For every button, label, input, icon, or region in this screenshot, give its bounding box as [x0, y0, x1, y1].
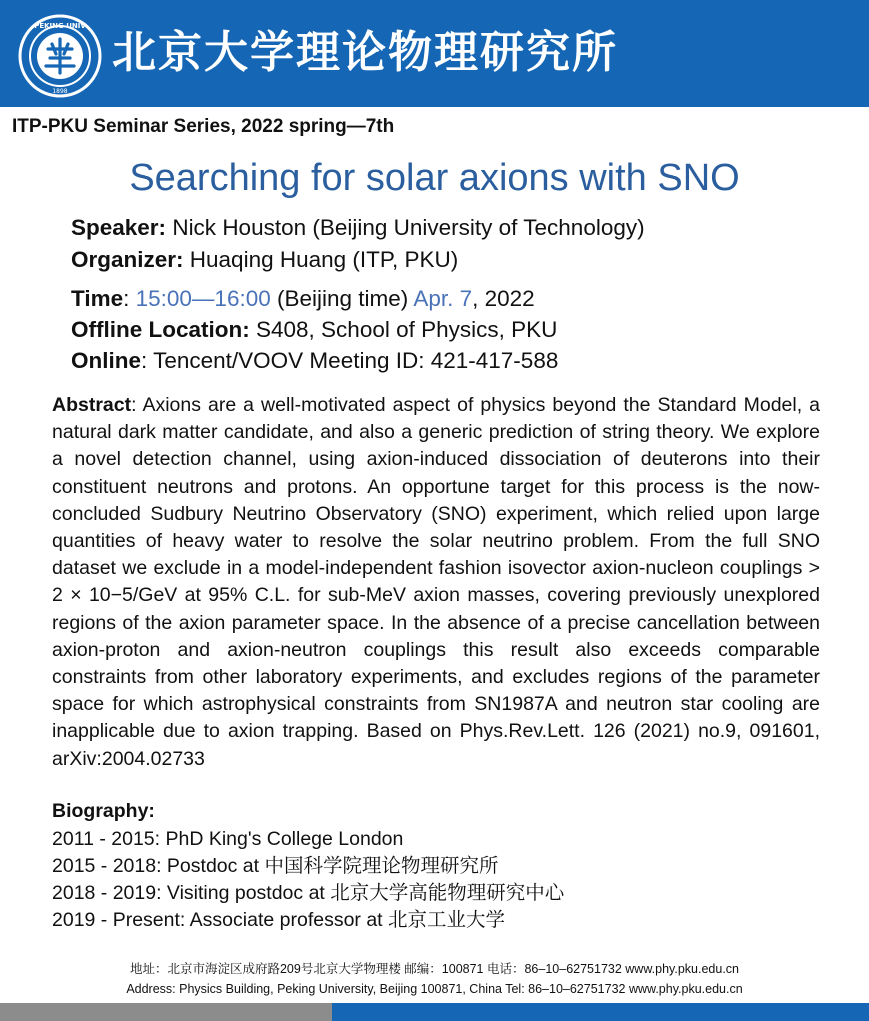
biography-heading: Biography: — [52, 800, 155, 822]
time-sep: : — [123, 286, 136, 311]
svg-text:1898: 1898 — [52, 88, 68, 95]
time-label: Time — [71, 286, 124, 311]
abstract-label: Abstract — [52, 394, 132, 416]
biography-item: 2018 - 2019: Visiting postdoc at 北京大学高能物理研究中心 — [52, 882, 565, 904]
biography-item: 2019 - Present: Associate professor at 北京工业大学 — [52, 909, 506, 931]
speaker-line — [71, 213, 645, 243]
time-zone: (Beijing time) — [270, 286, 414, 311]
speaker-value: Nick Houston (Beijing University of Technology) — [166, 215, 645, 240]
location-line — [71, 315, 557, 345]
abstract — [52, 392, 820, 773]
organizer-label: Organizer: — [71, 247, 184, 272]
footer-address-cn: 地址：北京市海淀区成府路209号北京大学物理楼 邮编：100871 电话：86–10–62751732 www.phy.pku.edu.cn — [129, 962, 740, 976]
time-line — [71, 284, 535, 314]
location-label: Offline Location: — [71, 317, 250, 342]
online-line — [71, 346, 558, 376]
online-value: : Tencent/VOOV Meeting ID: 421-417-588 — [141, 348, 559, 373]
biography-item: 2011 - 2015: PhD King's College London — [52, 828, 404, 850]
header-banner — [0, 0, 869, 107]
pku-seal-logo — [18, 14, 102, 98]
time-year: , 2022 — [472, 286, 535, 311]
time-date: Apr. 7 — [413, 286, 473, 311]
institution-name: 北京大学理论物理研究所 — [112, 27, 618, 78]
biography-item: 2015 - 2018: Postdoc at 中国科学院理论物理研究所 — [52, 855, 499, 877]
online-label: Online — [71, 348, 142, 373]
organizer-line — [71, 245, 458, 275]
organizer-value: Huaqing Huang (ITP, PKU) — [183, 247, 459, 272]
time-hours: 15:00—16:00 — [135, 286, 271, 311]
svg-text:PEKING UNIV: PEKING UNIV — [34, 22, 86, 30]
footer-bar-blue — [332, 1003, 869, 1021]
location-value: S408, School of Physics, PKU — [249, 317, 558, 342]
footer-address-en: Address: Physics Building, Peking University, Beijing 100871, China Tel: 86–10–62751732 www.phy.pku.edu.cn — [126, 982, 743, 996]
seminar-series: ITP-PKU Seminar Series, 2022 spring—7th — [12, 116, 395, 137]
speaker-label: Speaker: — [71, 215, 167, 240]
abstract-text: : Axions are a well-motivated aspect of physics beyond the Standard Model, a natural dark matter candidate, and also a generic prediction of string theory. We explore a novel detection channel, using axion-induced dissociation of deuterons into their constituent neutrons and protons. An opportune target for this process is the now-concluded Sudbury Neutrino Observatory (SNO) experiment, which relied upon large quantities of heavy water to resolve the solar neutrino problem. From the full SNO dataset we exclude in a model-independent fashion isovector axion-nucleon couplings > 2 × 10−5/GeV at 95% C.L. for sub-MeV axion masses, covering previously unexplored regions of the axion parameter space. In the absence of a precise cancellation between axion-proton and axion-neutron couplings this result also exceeds comparable constraints from other laboratory experiments, and excludes regions of the parameter space for which astrophysical constraints from SN1987A and neutron star cooling are inapplicable due to axion trapping. Based on Phys.Rev.Lett. 126 (2021) no.9, 091601, arXiv:2004.02733 — [52, 394, 820, 770]
footer-bar-gray — [0, 1003, 332, 1021]
talk-title: Searching for solar axions with SNO — [129, 157, 740, 199]
